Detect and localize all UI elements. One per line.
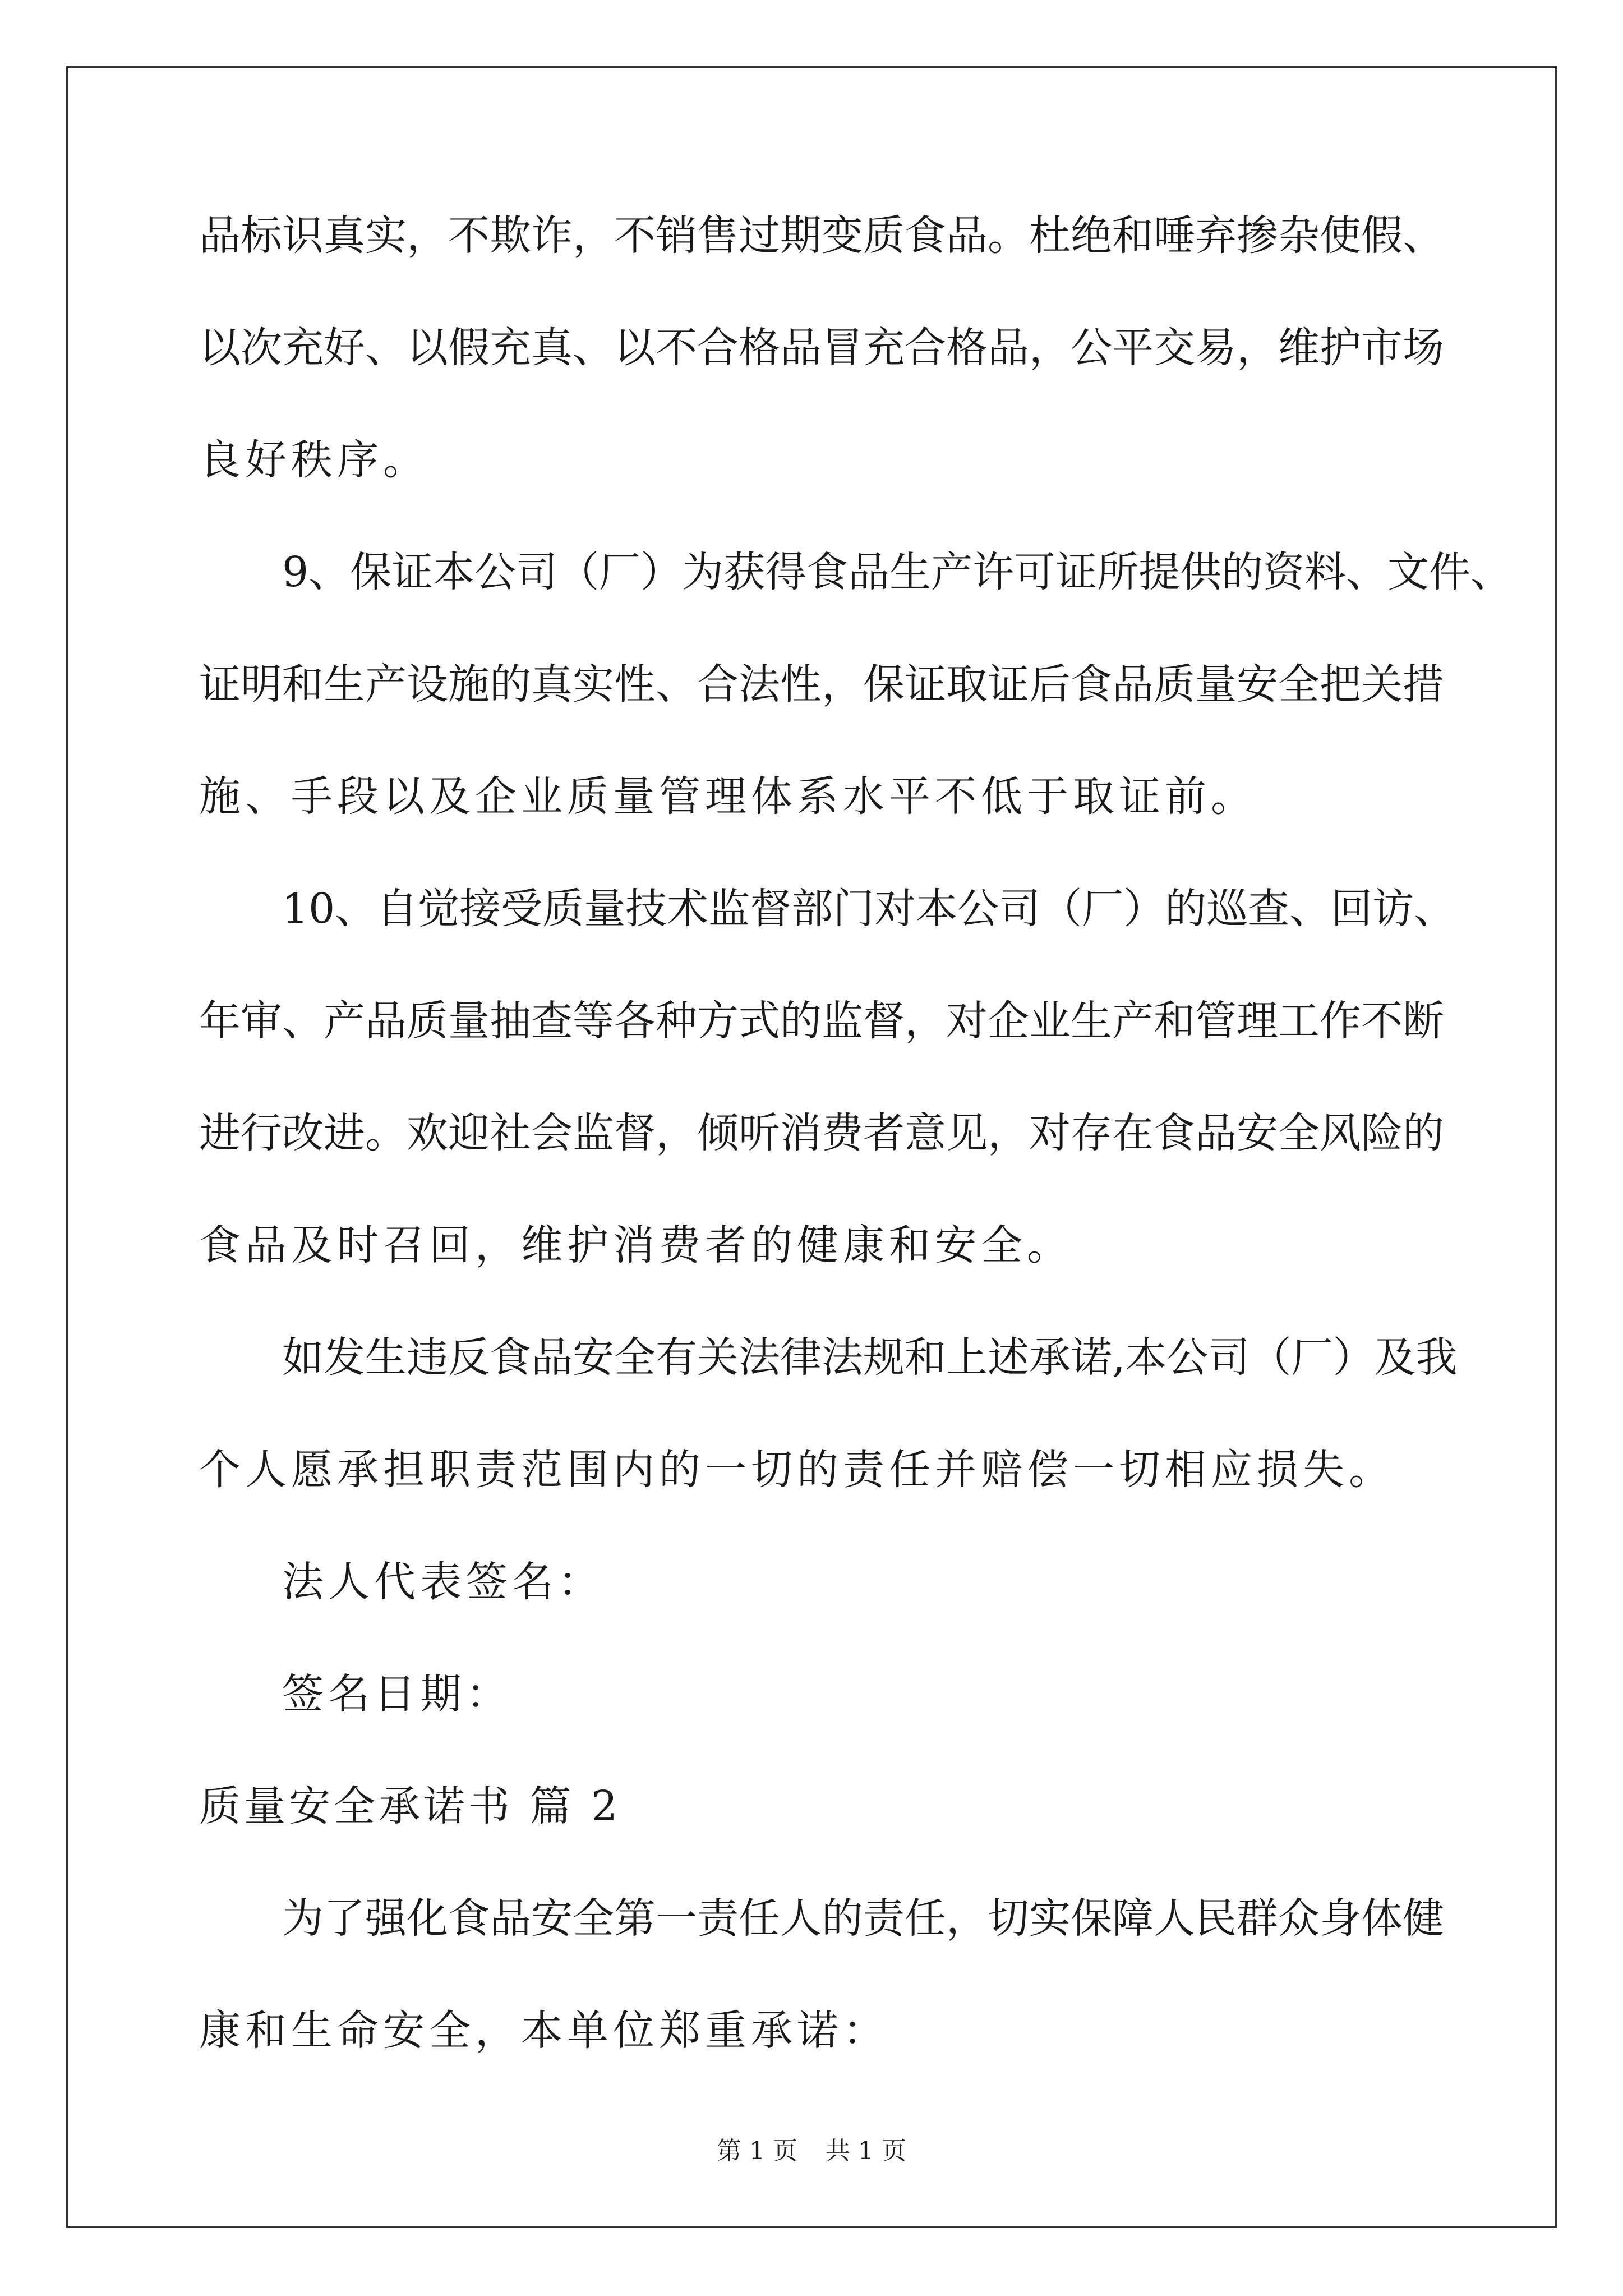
page-total: 共 1 页 [826, 2137, 906, 2165]
text-line: 施、手段以及企业质量管理体系水平不低于取证前。 [199, 772, 1257, 821]
text-line: 品标识真实，不欺诈，不销售过期变质食品。杜绝和唾弃掺杂使假、 [199, 211, 1444, 260]
section-heading: 质量安全承诺书 篇 2 [199, 1782, 621, 1830]
signature-label: 法人代表签名： [282, 1558, 604, 1606]
signature-date-label: 签名日期： [282, 1670, 512, 1718]
intro-paragraph: 为了强化食品安全第一责任人的责任，切实保障人民群众身体健 [282, 1894, 1444, 1943]
text-line: 良好秩序。 [199, 436, 429, 484]
text-line: 证明和生产设施的真实性、合法性，保证取证后食品质量安全把关措 [199, 660, 1444, 708]
text-line: 年审、产品质量抽查等各种方式的监督，对企业生产和管理工作不断 [199, 997, 1444, 1045]
commitment-paragraph: 如发生违反食品安全有关法律法规和上述承诺,本公司（厂）及我 [282, 1333, 1458, 1382]
list-item-9: 9、保证本公司（厂）为获得食品生产许可证所提供的资料、文件、 [282, 548, 1513, 596]
page-number: 第 1 页 [717, 2137, 797, 2165]
page-footer [0, 2134, 1623, 2168]
text-line: 以次充好、以假充真、以不合格品冒充合格品，公平交易，维护市场 [199, 324, 1444, 372]
list-item-10: 10、自觉接受质量技术监督部门对本公司（厂）的巡查、回访、 [282, 885, 1456, 933]
text-line: 食品及时召回，维护消费者的健康和安全。 [199, 1221, 1073, 1269]
text-line: 进行改进。欢迎社会监督，倾听消费者意见，对存在食品安全风险的 [199, 1109, 1444, 1157]
document-body [199, 208, 1513, 2059]
text-line: 个人愿承担职责范围内的一切的责任并赔偿一切相应损失。 [199, 1446, 1395, 1494]
text-line: 康和生命安全，本单位郑重承诺： [199, 2007, 889, 2055]
